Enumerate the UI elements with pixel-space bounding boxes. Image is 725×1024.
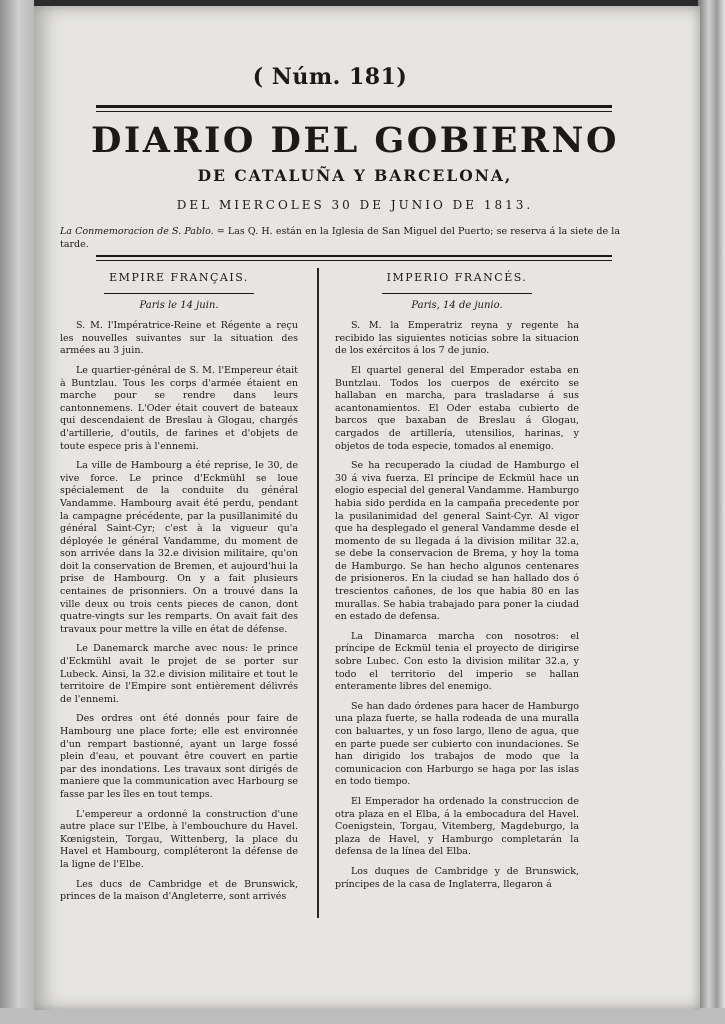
left-paragraph: La ville de Hambourg a été reprise, le 30, de vive force. Le prince d'Eckmühl se loue spécialement de la conduite du général Vandamme. Hambourg avait été perdu, pendant la campagne précédente, par la pusillanimité du général Saint-Cyr; c'est à la vigueur qu'a déployée le général Vandamme, du moment de son arrivée dans la 32.e division militaire, qu'on doit la conservation de Bremen, et aujourd'hui la prise de Hambourg. On y a fait plusieurs centaines de prisonniers. On a trouvé dans la ville deux ou trois cents pieces de canon, dont quatre-vingts sur les remparts. On avait fait des travaux pour mettre la ville en état de défense. <box>60 460 298 635</box>
masthead-title: DIARIO DEL GOBIERNO <box>91 120 619 161</box>
left-heading-rule <box>104 293 254 294</box>
right-paragraph: Se ha recuperado la ciudad de Hamburgo el 30 á viva fuerza. El príncipe de Eckmül hace un elogio especial del general Vandamme. Hamburgo habia sido perdida en la campaña precedente por la pusilanimidad del general Saint-Cyr. Al vigor que ha desplegado el general Vandamme desde el momento de su llegada á la division militar 32.a, se debe la conservacion de Brema, y hoy la toma de Hamburgo. Se han hecho algunos centenares de prisioneros. En la ciudad se han hallado dos ó trescientos cañones, de los que habia 80 en las murallas. Se habia trabajado para poner la ciudad en estado de defensa. <box>335 460 579 623</box>
right-paragraph: S. M. la Emperatriz reyna y regente ha recibido las siguientes noticias sobre la situacion de los exércitos á los 7 de junio. <box>335 320 579 357</box>
page-stack-edge <box>698 0 725 1024</box>
right-paragraph: El Emperador ha ordenado la construccion de otra plaza en el Elba, á la embocadura del Havel. Coenigstein, Torgau, Vitemberg, Magdeburgo, la plaza de Havel, y Hamburgo completarán la defensa de la línea del Elba. <box>335 795 579 858</box>
left-paragraph: Des ordres ont été donnés pour faire de Hambourg une place forte; elle est environnée d'un rempart bastionné, ayant un large fossé plein d'eau, et pouvant être couvert en partie par des inondations. Les travaux sont dirigés de maniere que la communication avec Harbourg se fasse par les îles en tout temps. <box>60 713 298 800</box>
column-divider <box>317 268 319 918</box>
left-column-byline: Paris le 14 juin. <box>139 299 219 311</box>
bottom-edge <box>0 1008 725 1024</box>
left-paragraph: L'empereur a ordonné la construction d'une autre place sur l'Elbe, à l'embouchure du Havel. Kœnigstein, Torgau, Wittenberg, la place du Havel et Hambourg, compléteront la défense de la ligne de l'Elbe. <box>60 808 298 870</box>
left-paragraph: Le Danemarck marche avec nous: le prince d'Eckmühl avait le projet de se porter sur Lubeck. Ainsi, la 32.e division militaire et tout le territoire de l'Empire sont entièrement délivrés de l'ennemi. <box>60 643 298 705</box>
notice-text: = Las Q. H. están en la Iglesia de San Miguel del Puerto; se reserva á la siete de la tarde. <box>60 226 620 250</box>
header-bottom-rule-thin <box>96 260 612 261</box>
top-rule-thin <box>96 111 612 112</box>
left-paragraph: Le quartier-général de S. M. l'Empereur était à Buntzlau. Tous les corps d'armée étaient en marche pour se rendre dans leurs cantonnemens. L'Oder était couvert de bateaux qui descendaient de Breslau à Glogau, chargés d'artillerie, d'outils, de farines et d'objets de toute espece pris à l'ennemi. <box>60 364 298 452</box>
right-column-spanish <box>335 272 579 898</box>
right-paragraph: Se han dado órdenes para hacer de Hamburgo una plaza fuerte, se halla rodeada de una muralla con baluartes, y un foso largo, lleno de agua, que en parte puede ser cubierto con inundaciones. Se han dirigido los trabajos de modo que la comunicacion con Harburgo se haga por las islas en todo tiempo. <box>335 700 579 788</box>
right-paragraph: La Dinamarca marcha con nosotros: el príncipe de Eckmül tenia el proyecto de dirigirse sobre Lubec. Con esto la division militar 32.a, y todo el territorio del imperio se hallan enteramente libres del enemigo. <box>335 630 579 693</box>
left-paragraph: Les ducs de Cambridge et de Brunswick, princes de la maison d'Angleterre, sont arrivés <box>60 878 298 903</box>
religious-notice <box>60 225 620 251</box>
right-column-byline: Paris, 14 de junio. <box>411 299 503 311</box>
left-column-heading: EMPIRE FRANÇAIS. <box>109 271 249 284</box>
right-column-heading: IMPERIO FRANCÉS. <box>386 271 528 284</box>
right-paragraph: El quartel general del Emperador estaba en Buntzlau. Todos los cuerpos de exército se hallaban en marcha, para trasladarse á sus acantonamientos. El Oder estaba cubierto de barcos que baxaban de Breslau á Glogau, cargados de artillería, utensilios, harinas, y objetos de toda especie, tomados al enemigo. <box>335 364 579 452</box>
right-paragraph: Los duques de Cambridge y de Brunswick, príncipes de la casa de Inglaterra, llegaron á <box>335 865 579 890</box>
right-heading-rule <box>382 293 532 294</box>
dateline: DEL MIERCOLES 30 DE JUNIO DE 1813. <box>176 198 534 212</box>
top-rule-thick <box>96 105 612 108</box>
header-bottom-rule <box>96 255 612 257</box>
left-paragraph: S. M. l'Impératrice-Reine et Régente a reçu les nouvelles suivantes sur la situation des armées au 3 juin. <box>60 320 298 357</box>
masthead-subtitle: DE CATALUÑA Y BARCELONA, <box>197 166 513 185</box>
notice-saint: La Conmemoracion de S. Pablo. <box>60 226 214 237</box>
facing-page-edge <box>0 0 34 1024</box>
issue-number: ( Núm. 181) <box>252 64 408 90</box>
left-column-french <box>60 272 298 911</box>
